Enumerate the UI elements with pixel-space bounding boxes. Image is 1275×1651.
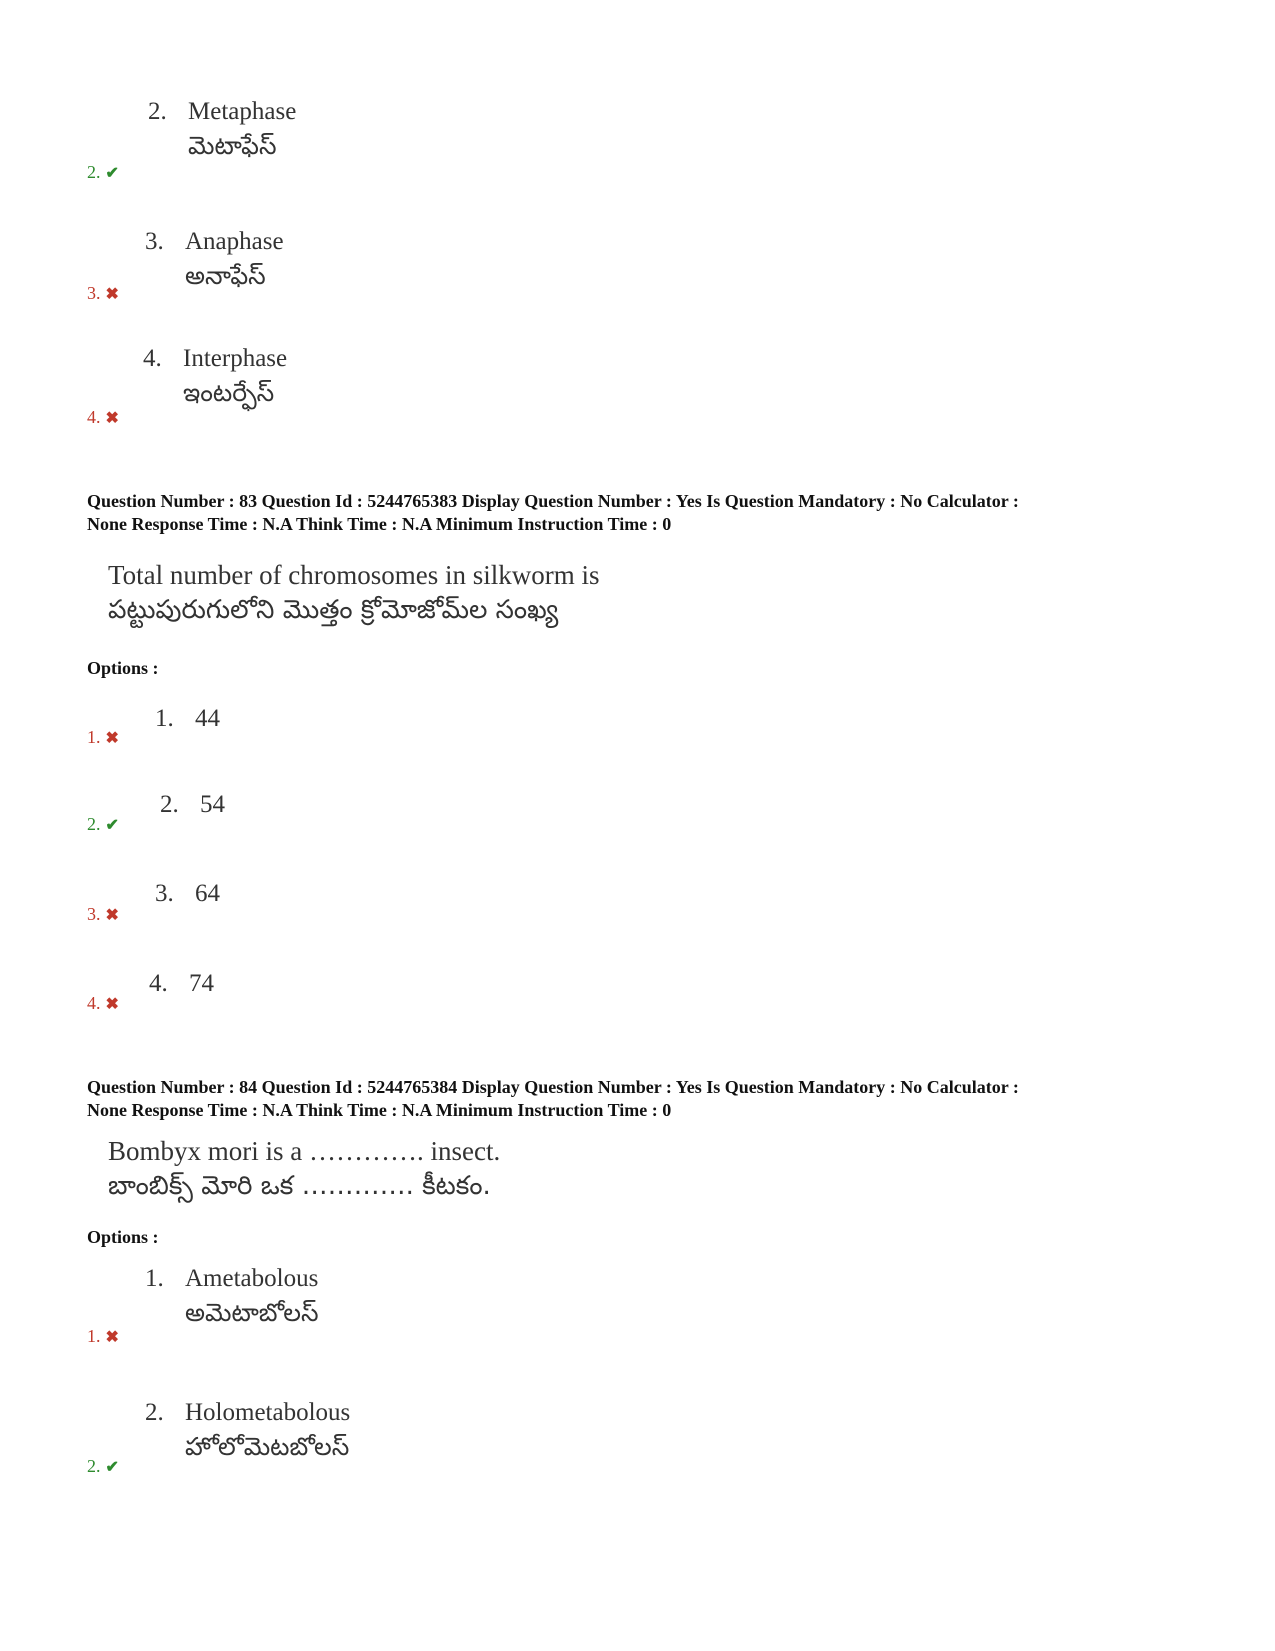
- check-icon: ✔: [105, 164, 119, 182]
- options-label: Options :: [87, 658, 159, 678]
- cross-icon: ✖: [105, 906, 119, 924]
- question-meta: Question Number : 84 Question Id : 5244765384 Display Question Number : Yes Is Question Mandatory : No Calculator : None Response Time : N.A Think Time : N.A Minimum Instruction Time : 0: [87, 1077, 1019, 1120]
- question-text: Bombyx mori is a …………. insect. బాంబిక్స్ మోరి ఒక …………. కీటకం.: [108, 1136, 501, 1202]
- option-text: 2. Metaphase మెటాఫేస్: [148, 98, 297, 160]
- option-mark: 2. ✔: [87, 1456, 119, 1476]
- option-mark: 4. ✖: [87, 993, 119, 1013]
- cross-icon: ✖: [105, 729, 119, 747]
- option-mark: 1. ✖: [87, 727, 119, 747]
- option-mark: 2. ✔: [87, 814, 119, 834]
- check-icon: ✔: [105, 816, 119, 834]
- option-text: 4. Interphase ఇంటర్ఫేస్: [143, 345, 288, 407]
- option-mark: 3. ✖: [87, 904, 119, 924]
- option-text: 4. 74: [149, 970, 214, 997]
- option-mark: 2. ✔: [87, 162, 119, 182]
- cross-icon: ✖: [105, 1328, 119, 1346]
- option-text: 1. 44: [155, 705, 220, 732]
- options-label: Options :: [87, 1227, 159, 1247]
- cross-icon: ✖: [105, 285, 119, 303]
- option-text: 2. 54: [160, 791, 225, 818]
- option-mark: 3. ✖: [87, 283, 119, 303]
- option-text: 3. 64: [155, 880, 220, 907]
- question-meta: Question Number : 83 Question Id : 5244765383 Display Question Number : Yes Is Question Mandatory : No Calculator : None Response Time : N.A Think Time : N.A Minimum Instruction Time : 0: [87, 491, 1019, 534]
- cross-icon: ✖: [105, 409, 119, 427]
- option-mark: 4. ✖: [87, 407, 119, 427]
- check-icon: ✔: [105, 1458, 119, 1476]
- question-text: Total number of chromosomes in silkworm is పట్టుపురుగులోని మొత్తం క్రోమోజోమ్‌ల సంఖ్య: [108, 560, 600, 626]
- option-text: 2. Holometabolous హోలోమెటబోలస్: [145, 1399, 351, 1461]
- option-text: 1. Ametabolous అమెటాబోలస్: [145, 1265, 319, 1327]
- option-text: 3. Anaphase అనాఫేస్: [145, 228, 284, 290]
- option-mark: 1. ✖: [87, 1326, 119, 1346]
- cross-icon: ✖: [105, 995, 119, 1013]
